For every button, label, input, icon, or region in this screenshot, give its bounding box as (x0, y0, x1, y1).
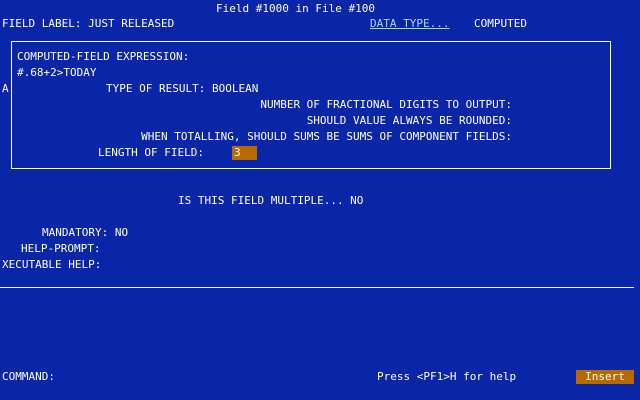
multiple-prompt: IS THIS FIELD MULTIPLE... NO (178, 194, 364, 207)
command-label: COMMAND: (2, 370, 55, 383)
length-label: LENGTH OF FIELD: (98, 146, 204, 159)
length-field[interactable]: 3 (232, 146, 257, 160)
help-prompt-label: HELP-PROMPT: (21, 242, 101, 255)
divider-line (0, 287, 634, 288)
mandatory-prompt: MANDATORY: NO (42, 226, 129, 239)
screen-title: Field #1000 in File #100 (216, 2, 375, 15)
data-type-value: COMPUTED (474, 17, 527, 30)
executable-help-label: XECUTABLE HELP: (2, 258, 102, 271)
help-hint: Press <PF1>H for help (377, 370, 517, 383)
edge-char: A (2, 82, 9, 95)
expression-value[interactable]: #.68+2>TODAY (17, 66, 97, 79)
data-type-link[interactable]: DATA TYPE... (370, 17, 450, 30)
expression-label: COMPUTED-FIELD EXPRESSION: (17, 50, 190, 63)
always-rounded-label: SHOULD VALUE ALWAYS BE ROUNDED: (306, 114, 512, 127)
type-of-result: TYPE OF RESULT: BOOLEAN (106, 82, 259, 95)
fractional-digits-label: NUMBER OF FRACTIONAL DIGITS TO OUTPUT: (260, 98, 512, 111)
field-label: FIELD LABEL: JUST RELEASED (2, 17, 175, 30)
totalling-label: WHEN TOTALLING, SHOULD SUMS BE SUMS OF COMPONENT FIELDS: (141, 130, 512, 143)
insert-mode-indicator: Insert (576, 370, 634, 384)
